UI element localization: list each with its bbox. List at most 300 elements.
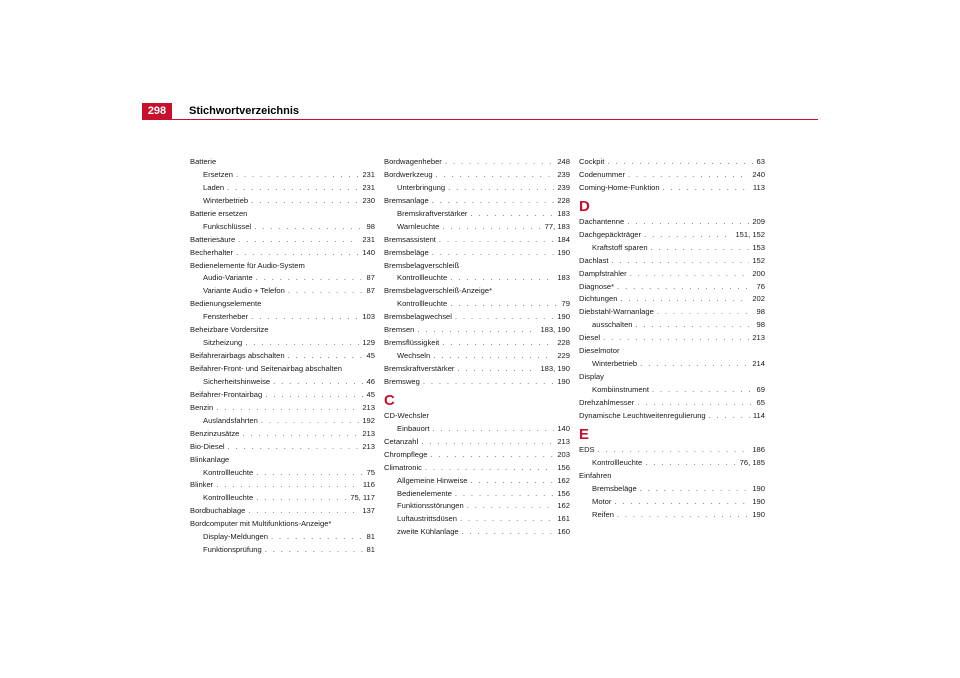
page-reference: 113: [752, 182, 765, 192]
page-reference: 213: [752, 333, 765, 343]
index-term: Climatronic: [384, 462, 422, 472]
index-entry: [384, 247, 570, 260]
index-entry: [384, 234, 570, 247]
page-reference: 213: [362, 402, 375, 412]
page-reference: 81: [366, 532, 375, 542]
dot-leader: [265, 389, 363, 402]
page-reference: 231: [362, 182, 375, 192]
index-entry: [579, 169, 765, 182]
page-reference: 79: [561, 299, 570, 309]
index-term: Kontrollleuchte: [203, 493, 254, 503]
index-term: EDS: [579, 444, 595, 454]
index-term: Blinkanlage: [190, 454, 230, 464]
page-reference: 87: [366, 273, 375, 283]
index-term: Variante Audio + Telefon: [203, 286, 285, 296]
index-term: Dynamische Leuchtweitenregulierung: [579, 410, 706, 420]
index-subentry: [384, 500, 570, 513]
index-term: Batteriesäure: [190, 234, 236, 244]
page-reference: 229: [557, 351, 570, 361]
page-header: [142, 103, 818, 119]
index-subentry: [190, 169, 375, 182]
index-term: Sicherheitshinweise: [203, 376, 271, 386]
index-subentry: [190, 272, 375, 285]
index-subentry: [579, 509, 765, 522]
index-column-2: [384, 156, 570, 539]
page-title: Stichwortverzeichnis: [189, 105, 300, 117]
page-reference: 203: [557, 449, 570, 459]
index-entry: [579, 268, 765, 281]
page-reference: 45: [366, 389, 375, 399]
page-reference: 190: [752, 496, 765, 506]
page-reference: 114: [752, 410, 765, 420]
dot-leader: [288, 350, 364, 363]
page-reference: 228: [557, 338, 570, 348]
page-reference: 162: [557, 501, 570, 511]
index-entry: [579, 397, 765, 410]
index-subentry: [579, 496, 765, 509]
index-subentry: [384, 475, 570, 488]
index-term: Reifen: [592, 509, 614, 519]
index-term: Dachgepäckträger: [579, 229, 642, 239]
dot-leader: [640, 483, 750, 496]
page-reference: 156: [557, 488, 570, 498]
dot-leader: [603, 332, 749, 345]
dot-leader: [637, 397, 753, 410]
index-term: Bremsbeläge: [592, 483, 637, 493]
index-subentry: [579, 242, 765, 255]
page-reference: 75, 117: [350, 493, 375, 503]
dot-leader: [630, 268, 750, 281]
page-reference: 161: [557, 514, 570, 524]
index-entry: [384, 260, 570, 273]
dot-leader: [254, 221, 363, 234]
dot-leader: [245, 337, 359, 350]
index-entry: [579, 255, 765, 268]
page-reference: 183: [557, 273, 570, 283]
index-section-letter: E: [579, 425, 590, 443]
header-rule: [142, 119, 818, 120]
index-term: Warnleuchte: [397, 221, 440, 231]
page-reference: 248: [557, 157, 570, 166]
index-subentry: [384, 298, 570, 311]
page-reference: 190: [557, 376, 570, 386]
index-entry: [190, 260, 375, 273]
page-reference: 231: [362, 169, 375, 179]
index-term: Bedienelemente: [397, 488, 452, 498]
index-entry: [384, 449, 570, 462]
dot-leader: [627, 216, 749, 229]
index-term: Bedienungselemente: [190, 299, 262, 309]
index-term: Kontrollleuchte: [397, 273, 448, 283]
page-reference: 87: [366, 286, 375, 296]
dot-leader: [628, 169, 749, 182]
index-subentry: [190, 531, 375, 544]
dot-leader: [457, 363, 537, 376]
index-entry: [579, 410, 765, 423]
index-term: Dachlast: [579, 255, 609, 265]
index-term: Batterie: [190, 157, 217, 166]
dot-leader: [433, 350, 554, 363]
index-term: Bio-Diesel: [190, 441, 225, 451]
dot-leader: [227, 182, 359, 195]
index-term: Bremsweg: [384, 376, 420, 386]
page-reference: 98: [366, 221, 375, 231]
dot-leader: [620, 293, 749, 306]
index-term: Bremsanlage: [384, 195, 429, 205]
index-subentry: [190, 311, 375, 324]
index-subentry: [190, 221, 375, 234]
page-reference: 156: [557, 462, 570, 472]
page-reference: 151, 152: [735, 229, 765, 239]
index-subentry: [384, 513, 570, 526]
index-entry: [190, 208, 375, 221]
page-reference: 116: [362, 480, 375, 490]
page-reference: 228: [557, 195, 570, 205]
index-term: Bordcomputer mit Multifunktions-Anzeige*: [190, 519, 332, 529]
index-term: Bremsen: [384, 325, 415, 335]
index-entry: [190, 156, 375, 169]
dot-leader: [228, 441, 360, 454]
dot-leader: [460, 513, 554, 526]
index-entry: [579, 306, 765, 319]
index-entry: [579, 371, 765, 384]
index-entry: [190, 454, 375, 467]
page-reference: 76, 185: [739, 457, 765, 467]
index-subentry: [579, 319, 765, 332]
page-reference: 213: [557, 436, 570, 446]
dot-leader: [467, 500, 555, 513]
page-reference: 98: [756, 320, 765, 330]
index-entry: [579, 293, 765, 306]
dot-leader: [636, 319, 754, 332]
page-reference: 230: [362, 195, 375, 205]
dot-leader: [417, 324, 537, 337]
index-entry: [384, 337, 570, 350]
dot-leader: [433, 423, 555, 436]
page-number: 298: [142, 103, 172, 119]
index-entry: [190, 234, 375, 247]
index-subentry: [190, 467, 375, 480]
index-column-3: [579, 156, 765, 521]
dot-leader: [251, 195, 359, 208]
index-entry: [190, 247, 375, 260]
index-subentry: [384, 350, 570, 363]
page-reference: 45: [366, 351, 375, 361]
index-term: Diagnose*: [579, 281, 615, 291]
dot-leader: [455, 311, 554, 324]
index-entry: [190, 363, 375, 376]
index-term: Kontrollleuchte: [592, 457, 643, 467]
page-reference: 231: [362, 234, 375, 244]
dot-leader: [657, 306, 754, 319]
index-entry: [579, 345, 765, 358]
index-term: Bremsflüssigkeit: [384, 338, 440, 348]
dot-leader: [271, 531, 364, 544]
index-entry: [190, 389, 375, 402]
dot-leader: [709, 410, 750, 423]
dot-leader: [248, 505, 359, 518]
dot-leader: [471, 475, 555, 488]
index-term: zweite Kühlanlage: [397, 527, 459, 537]
page-reference: 209: [752, 216, 765, 226]
page-reference: 69: [756, 385, 765, 394]
index-term: Ersetzen: [203, 169, 233, 179]
index-entry: [190, 350, 375, 363]
index-term: Bremskraftverstärker: [397, 208, 468, 218]
dot-leader: [273, 376, 363, 389]
dot-leader: [432, 195, 555, 208]
dot-leader: [645, 457, 736, 470]
page-reference: 183, 190: [540, 325, 570, 335]
dot-leader: [251, 311, 359, 324]
dot-leader: [614, 496, 749, 509]
page-reference: 240: [752, 169, 765, 179]
index-entry: [384, 376, 570, 389]
index-entry: [190, 324, 375, 337]
index-term: Display-Meldungen: [203, 532, 269, 542]
page-reference: 213: [362, 428, 375, 438]
index-term: Becherhalter: [190, 247, 234, 257]
index-column-1: [190, 156, 375, 557]
page-reference: 160: [557, 527, 570, 537]
dot-leader: [607, 156, 753, 169]
index-term: Funkschlüssel: [203, 221, 252, 231]
index-term: Beheizbare Vordersitze: [190, 325, 269, 335]
index-term: Bremsbeläge: [384, 247, 429, 257]
dot-leader: [265, 544, 364, 557]
dot-leader: [430, 449, 554, 462]
dot-leader: [663, 182, 750, 195]
index-entry: [384, 436, 570, 449]
page-reference: 153: [752, 242, 765, 252]
dot-leader: [256, 492, 347, 505]
page-reference: 190: [752, 483, 765, 493]
page-reference: 140: [362, 247, 375, 257]
page-reference: 190: [752, 509, 765, 519]
index-subentry: [579, 358, 765, 371]
index-term: CD-Wechsler: [384, 410, 430, 420]
index-entry: [190, 518, 375, 531]
page-reference: 81: [366, 545, 375, 555]
index-term: Beifahrerairbags abschalten: [190, 351, 285, 361]
page-reference: 192: [362, 415, 375, 425]
index-entry: [579, 281, 765, 294]
index-term: Einfahren: [579, 470, 612, 480]
index-term: Funktionsstörungen: [397, 501, 464, 511]
dot-leader: [470, 208, 554, 221]
index-entry: [384, 156, 570, 169]
index-subentry: [190, 544, 375, 557]
page-reference: 46: [366, 376, 375, 386]
dot-leader: [439, 234, 554, 247]
index-term: ausschalten: [592, 320, 633, 330]
index-entry: [384, 324, 570, 337]
index-subentry: [384, 272, 570, 285]
index-entry: [579, 332, 765, 345]
index-entry: [579, 156, 765, 169]
index-term: Kontrollleuchte: [397, 299, 448, 309]
index-subentry: [190, 285, 375, 298]
index-subentry: [190, 182, 375, 195]
index-subentry: [190, 376, 375, 389]
page-reference: 103: [362, 312, 375, 322]
index-entry: [190, 505, 375, 518]
dot-leader: [450, 272, 554, 285]
index-term: Laden: [203, 182, 225, 192]
page-reference: 239: [557, 182, 570, 192]
dot-leader: [651, 242, 750, 255]
page-reference: 190: [557, 247, 570, 257]
index-entry: [579, 229, 765, 242]
index-subentry: [384, 182, 570, 195]
index-term: Coming-Home-Funktion: [579, 182, 660, 192]
index-subentry: [384, 221, 570, 234]
page-reference: 183, 190: [540, 364, 570, 373]
index-entry: [384, 195, 570, 208]
index-term: Sitzheizung: [203, 338, 243, 348]
index-term: Winterbetrieb: [592, 359, 638, 369]
index-term: Beifahrer-Front- und Seitenairbag abschalten: [190, 364, 342, 373]
index-term: Unterbringung: [397, 182, 446, 192]
index-term: Codenummer: [579, 169, 626, 179]
index-term: Dichtungen: [579, 294, 618, 304]
dot-leader: [455, 488, 554, 501]
index-term: Bordbuchablage: [190, 506, 246, 516]
index-term: Bremsbelagwechsel: [384, 312, 452, 322]
index-term: Kombiinstrument: [592, 385, 649, 394]
index-entry: [579, 470, 765, 483]
page-reference: 239: [557, 169, 570, 179]
index-term: Diesel: [579, 333, 601, 343]
index-term: Kontrollleuchte: [203, 467, 254, 477]
dot-leader: [617, 509, 749, 522]
index-subentry: [384, 526, 570, 539]
page-reference: 213: [362, 441, 375, 451]
dot-leader: [445, 156, 554, 169]
index-subentry: [384, 208, 570, 221]
page-reference: 98: [756, 307, 765, 317]
index-entry: [384, 285, 570, 298]
index-entry: [190, 402, 375, 415]
page-reference: 65: [756, 397, 765, 407]
index-section-letter: C: [384, 391, 395, 409]
dot-leader: [288, 285, 364, 298]
index-term: Bremsbelagverschleiß: [384, 260, 460, 270]
index-term: Winterbetrieb: [203, 195, 249, 205]
dot-leader: [425, 462, 554, 475]
dot-leader: [617, 281, 754, 294]
index-term: Bremsbelagverschleiß-Anzeige*: [384, 286, 493, 296]
index-term: Bordwagenheber: [384, 157, 442, 166]
page-reference: 137: [362, 506, 375, 516]
index-term: Kraftstoff sparen: [592, 242, 648, 252]
index-term: Bremsassistent: [384, 234, 436, 244]
dot-leader: [236, 247, 359, 260]
index-entry: [190, 428, 375, 441]
index-entry: [384, 169, 570, 182]
index-section-letter: D: [579, 197, 590, 215]
index-entry: [384, 311, 570, 324]
index-subentry: [579, 384, 765, 397]
index-subentry: [579, 483, 765, 496]
index-term: Bedienelemente für Audio-System: [190, 260, 305, 270]
dot-leader: [598, 444, 750, 457]
index-entry: [579, 444, 765, 457]
index-term: Benzinzusätze: [190, 428, 240, 438]
page-reference: 184: [557, 234, 570, 244]
index-subentry: [190, 195, 375, 208]
page-reference: 76: [756, 281, 765, 291]
index-term: Cetanzahl: [384, 436, 419, 446]
page-reference: 162: [557, 475, 570, 485]
index-term: Display: [579, 372, 604, 382]
index-entry: [579, 182, 765, 195]
index-entry: [190, 441, 375, 454]
index-term: Funktionsprüfung: [203, 545, 262, 555]
dot-leader: [432, 247, 555, 260]
dot-leader: [442, 337, 554, 350]
dot-leader: [442, 221, 541, 234]
index-term: Cockpit: [579, 157, 605, 166]
index-term: Dieselmotor: [579, 346, 620, 356]
index-term: Motor: [592, 496, 612, 506]
dot-leader: [652, 384, 754, 397]
index-subentry: [190, 492, 375, 505]
dot-leader: [421, 436, 554, 449]
index-term: Blinker: [190, 480, 214, 490]
page-reference: 63: [756, 157, 765, 166]
index-entry: [384, 462, 570, 475]
index-subentry: [190, 337, 375, 350]
page-reference: 190: [557, 312, 570, 322]
dot-leader: [462, 526, 555, 539]
page-reference: 214: [752, 359, 765, 369]
page-reference: 75: [366, 467, 375, 477]
dot-leader: [423, 376, 554, 389]
dot-leader: [640, 358, 749, 371]
index-term: Diebstahl-Warnanlage: [579, 307, 654, 317]
dot-leader: [256, 467, 363, 480]
index-term: Batterie ersetzen: [190, 208, 248, 218]
index-entry: [384, 410, 570, 423]
dot-leader: [238, 234, 359, 247]
index-subentry: [190, 415, 375, 428]
index-subentry: [384, 423, 570, 436]
dot-leader: [436, 169, 555, 182]
page-reference: 140: [557, 423, 570, 433]
dot-leader: [236, 169, 359, 182]
index-entry: [190, 479, 375, 492]
index-entry: [190, 298, 375, 311]
index-term: Einbauort: [397, 423, 430, 433]
page-reference: 186: [752, 444, 765, 454]
index-term: Wechseln: [397, 351, 431, 361]
dot-leader: [612, 255, 750, 268]
page-reference: 183: [557, 208, 570, 218]
index-term: Allgemeine Hinweise: [397, 475, 468, 485]
index-term: Luftaustrittsdüsen: [397, 514, 457, 524]
dot-leader: [448, 182, 554, 195]
index-term: Auslandsfahrten: [203, 415, 258, 425]
dot-leader: [450, 298, 558, 311]
page-reference: 77, 183: [544, 221, 570, 231]
dot-leader: [644, 229, 732, 242]
index-term: Bremskraftverstärker: [384, 364, 455, 373]
index-entry: [579, 216, 765, 229]
index-term: Dachantenne: [579, 216, 625, 226]
index-term: Fensterheber: [203, 312, 249, 322]
dot-leader: [261, 415, 359, 428]
